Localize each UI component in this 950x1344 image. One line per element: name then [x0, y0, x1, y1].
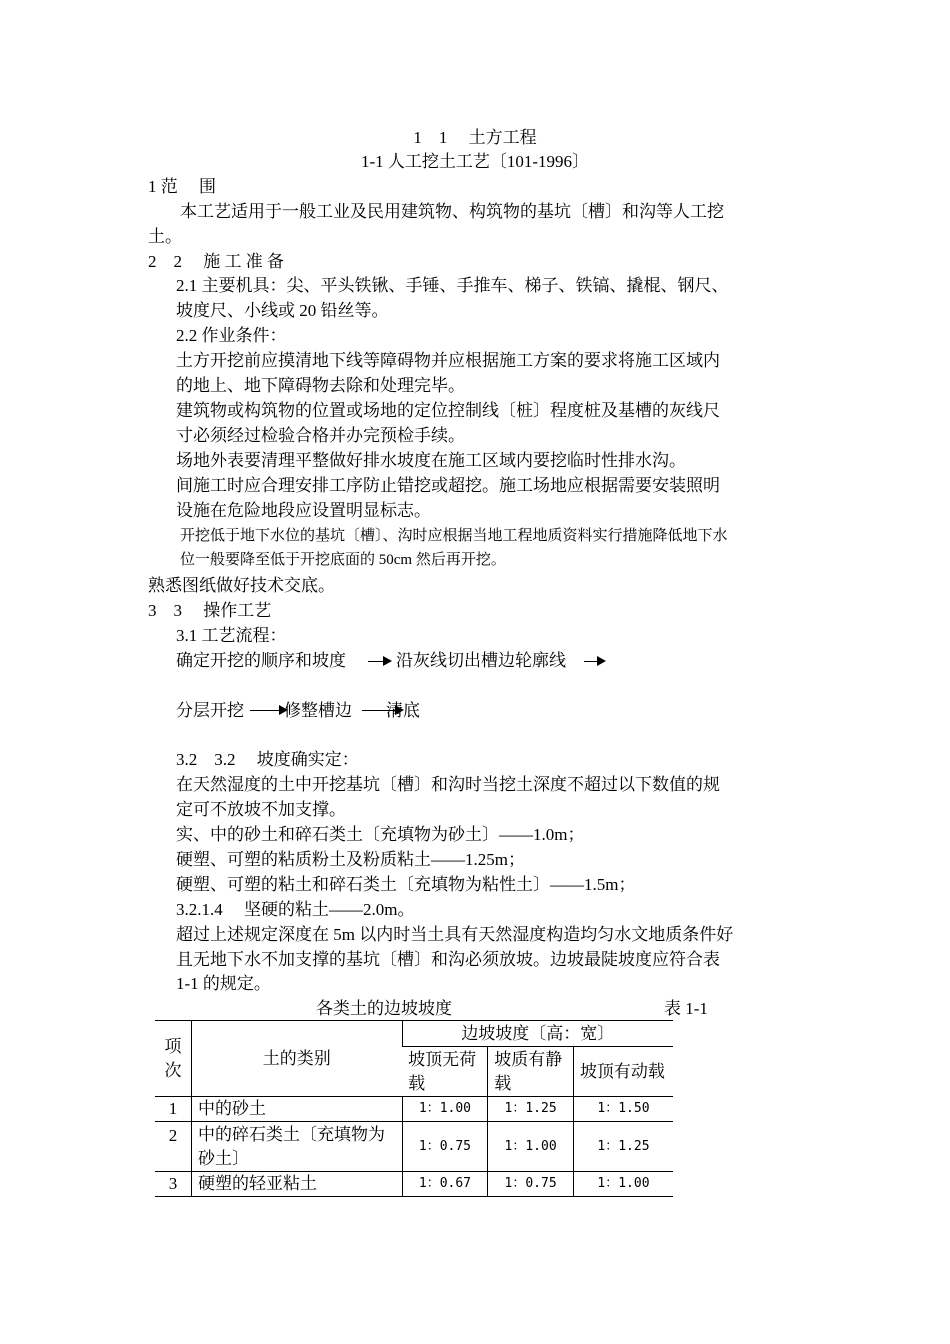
table-row: [155, 1172, 673, 1197]
flow-step: 分层开挖: [176, 701, 244, 720]
cell-no: 3: [155, 1172, 191, 1197]
flow-arrow-icon: [584, 661, 604, 662]
paragraph: 硬塑、可塑的粘质粉土及粉质粘土——1.25m；: [176, 850, 525, 869]
paragraph: 且无地下水不加支撑的基坑〔槽〕和沟必须放坡。边坡最陡坡度应符合表: [176, 950, 720, 969]
paragraph: 位一般要降至低于开挖底面的 50cm 然后再开挖。: [180, 552, 506, 568]
paragraph: 场地外表要清理平整做好排水坡度在施工区域内要挖临时性排水沟。: [176, 451, 686, 470]
paragraph: 熟悉图纸做好技术交底。: [148, 576, 335, 595]
cell-ratio: 1：1.00: [402, 1097, 488, 1122]
cell-ratio: 1：1.25: [488, 1097, 574, 1122]
paragraph: 建筑物或构筑物的位置或场地的定位控制线〔桩〕程度桩及基槽的灰线尺: [176, 401, 720, 420]
cell-no: 1: [155, 1097, 191, 1122]
flow-arrow-icon: [250, 710, 286, 711]
cell-ratio: 1：1.25: [573, 1122, 673, 1172]
flow-step: 修整槽边: [284, 701, 352, 720]
subheading: 2.2 作业条件：: [176, 326, 287, 345]
paragraph: 开挖低于地下水位的基坑〔槽〕、沟时应根据当地工程地质资料实行措施降低地下水: [180, 528, 728, 544]
paragraph: 设施在危险地段应设置明显标志。: [176, 501, 431, 520]
cell-soil-type: 中的碎石类土〔充填物为砂土〕: [191, 1122, 402, 1172]
paragraph: 坡度尺、小线或 20 铅丝等。: [176, 301, 389, 320]
cell-ratio: 1：0.75: [488, 1172, 574, 1197]
section-heading-operation: 3 3 操作工艺: [148, 601, 272, 620]
header-no-load: 坡顶无荷载: [402, 1047, 488, 1097]
paragraph: 3.2.1.4 坚硬的粘土——2.0m。: [176, 900, 415, 919]
table-number: 表 1-1: [664, 999, 708, 1018]
flow-arrow-icon: [368, 661, 390, 662]
paragraph: 1-1 的规定。: [176, 974, 271, 993]
cell-no: 2: [155, 1122, 191, 1172]
cell-ratio: 1：0.67: [402, 1172, 488, 1197]
flow-step: 确定开挖的顺序和坡度: [176, 651, 346, 670]
page-title: 1-1 人工挖土工艺〔101-1996〕: [360, 152, 590, 171]
paragraph: 土。: [148, 227, 182, 246]
paragraph: 的地上、地下障碍物去除和处理完毕。: [176, 376, 465, 395]
paragraph: 超过上述规定深度在 5m 以内时当土具有天然湿度构造均匀水文地质条件好: [176, 925, 734, 944]
cell-soil-type: 硬塑的轻亚粘土: [191, 1172, 402, 1197]
paragraph: 硬塑、可塑的粘土和碎石类土〔充填物为粘性土〕——1.5m；: [176, 875, 636, 894]
cell-ratio: 1：1.00: [488, 1122, 574, 1172]
section-heading-prep: 2 2 施 工 准 备: [148, 252, 284, 271]
paragraph: 土方开挖前应摸清地下线等障碍物并应根据施工方案的要求将施工区域内: [176, 351, 720, 370]
header-dynamic-load: 坡顶有动载: [573, 1047, 673, 1097]
table-caption: 各类土的边坡坡度: [316, 999, 452, 1018]
subheading: 3.2 3.2 坡度确实定：: [176, 750, 359, 769]
header-slope-ratio: 边坡坡度〔高：宽〕: [402, 1021, 673, 1047]
cell-ratio: 1：0.75: [402, 1122, 488, 1172]
chapter-title: 1 1 土方工程: [413, 128, 537, 147]
paragraph: 实、中的砂土和碎石类土〔充填物为砂土〕——1.0m；: [176, 825, 585, 844]
paragraph: 2.1 主要机具：尖、平头铁锹、手锤、手推车、梯子、铁镐、撬棍、钢尺、: [176, 276, 729, 295]
cell-ratio: 1：1.50: [573, 1097, 673, 1122]
paragraph: 寸必须经过检验合格并办完预检手续。: [176, 426, 465, 445]
flow-step: 清底: [386, 701, 420, 720]
paragraph: 本工艺适用于一般工业及民用建筑物、构筑物的基坑〔槽〕和沟等人工挖: [180, 202, 724, 221]
header-item-no: 项次: [155, 1021, 191, 1097]
table-row: [155, 1122, 673, 1172]
cell-soil-type: 中的砂土: [191, 1097, 402, 1122]
paragraph: 间施工时应合理安排工序防止错挖或超挖。施工场地应根据需要安装照明: [176, 476, 720, 495]
header-soil-type: 土的类别: [191, 1021, 402, 1097]
cell-ratio: 1：1.00: [573, 1172, 673, 1197]
subheading: 3.1 工艺流程：: [176, 626, 287, 645]
header-static-load: 坡质有静载: [488, 1047, 574, 1097]
paragraph: 在天然湿度的土中开挖基坑〔槽〕和沟时当挖土深度不超过以下数值的规: [176, 775, 720, 794]
paragraph: 定可不放坡不加支撑。: [176, 800, 346, 819]
section-heading-scope: 1 范 围: [148, 177, 216, 196]
table-row: [155, 1097, 673, 1122]
slope-table: [155, 1020, 673, 1197]
flow-step: 沿灰线切出槽边轮廓线: [396, 651, 566, 670]
